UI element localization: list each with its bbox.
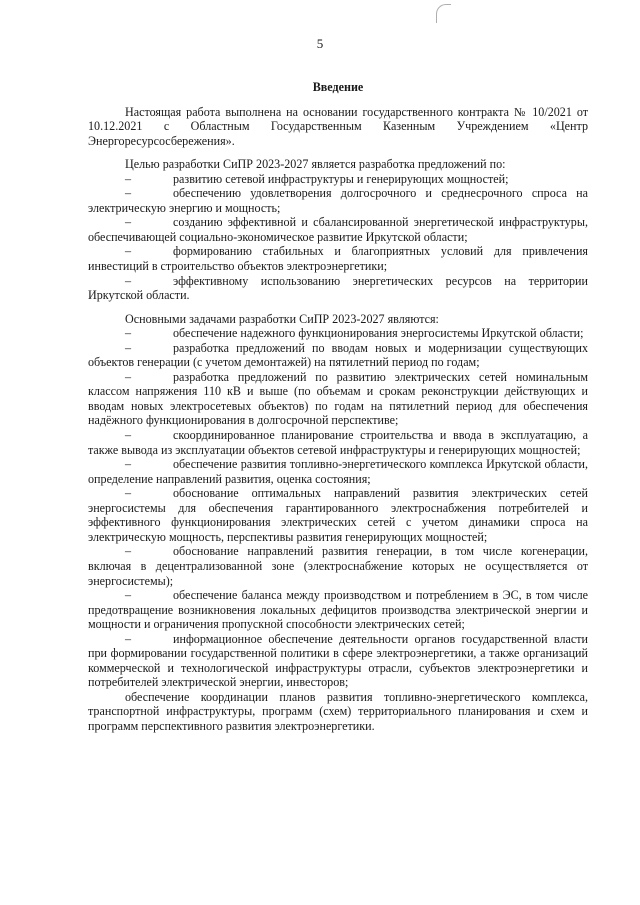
dash-marker: – [125, 171, 132, 186]
list-item: – развитию сетевой инфраструктуры и генерирующих мощностей; [88, 172, 588, 187]
goals-list [88, 172, 588, 303]
dash-marker: – [125, 244, 132, 259]
goals-lead: Целью разработки СиПР 2023-2027 является разработка предложений по: [125, 157, 506, 172]
list-item: – обеспечение надежного функционирования энергосистемы Иркутской области; [88, 326, 588, 341]
list-item: – обоснование направлений развития генерации, в том числе когенерации, включая в децентрализованной зоне (электроснабжение которых не осуществляется от энергосистемы); [88, 544, 588, 588]
list-item: – эффективному использованию энергетических ресурсов на территории Иркутской области. [88, 273, 588, 303]
dash-marker: – [125, 486, 132, 501]
dash-marker: – [125, 631, 132, 646]
page-number: 5 [316, 36, 324, 51]
dash-marker: – [125, 369, 132, 384]
dash-marker: – [125, 273, 132, 288]
scan-mark [436, 4, 451, 23]
dash-marker: – [125, 428, 132, 443]
list-item: – созданию эффективной и сбалансированной энергетической инфраструктуры, обеспечивающей социально-экономическое развитие Иркутской области; [88, 215, 588, 244]
list-item: – информационное обеспечение деятельности органов государственной власти при формировании государственной политики в сфере электроэнергетики, а также организаций коммерческой и технологической инфраструктуры отрасли, субъектов электроэнергетики и потребителей электрической энергии, инвесторов; [88, 631, 588, 690]
dash-marker: – [125, 326, 132, 341]
list-item: – обеспечению удовлетворения долгосрочного и среднесрочного спроса на электрическую энергию и мощность; [88, 186, 588, 215]
intro-paragraph: Настоящая работа выполнена на основании государственного контракта № 10/2021 от 10.12.2021 с Областным Государственным Казенным Учреждением «Центр Энергоресурсосбережения». [88, 104, 588, 148]
list-item: – формированию стабильных и благоприятных условий для привлечения инвестиций в строительство объектов электроэнергетики; [88, 244, 588, 274]
closing-paragraph: обеспечение координации планов развития топливно-энергетического комплекса, транспортной инфраструктуры, программ (схем) территориального планирования и схем и программ перспективного развития электроэнергетики. [88, 689, 588, 733]
dash-marker: – [125, 457, 132, 472]
tasks-list [88, 326, 588, 690]
dash-marker: – [125, 186, 132, 201]
list-item: – разработка предложений по развитию электрических сетей номинальным классом напряжения 110 кВ и выше (по объемам и срокам реконструкции действующих и вводам новых электросетевых объектов) по годам на пятилетний период для обеспечения надёжного функционирования в долгосрочной перспективе; [88, 369, 588, 428]
dash-marker: – [125, 215, 132, 230]
list-item: – разработка предложений по вводам новых и модернизации существующих объектов генерации (с учетом демонтажей) на пятилетний период по годам; [88, 340, 588, 370]
list-item: – обоснование оптимальных направлений развития электрических сетей энергосистемы для обеспечения гарантированного электроснабжения потребителей и эффективного функционирования электрических сетей с учетом динамики спроса на электрическую мощность, перспективы развития генерирующих мощностей; [88, 486, 588, 544]
dash-marker: – [125, 588, 132, 603]
dash-marker: – [125, 340, 132, 355]
list-item: – обеспечение баланса между производством и потреблением в ЭС, в том числе предотвращение возникновения локальных дефицитов производства электрической энергии и мощности и ограничения пропускной способности электрических сетей; [88, 588, 588, 632]
section-heading: Введение [312, 80, 364, 94]
dash-marker: – [125, 544, 132, 559]
tasks-lead: Основными задачами разработки СиПР 2023-2027 являются: [125, 311, 439, 326]
list-item: – обеспечение развития топливно-энергетического комплекса Иркутской области, определение направлений развития, оценка состояния; [88, 457, 588, 486]
list-item: – скоординированное планирование строительства и ввода в эксплуатацию, а также вывода из эксплуатации объектов сетевой инфраструктуры и генерирующих мощностей; [88, 428, 588, 457]
document-body [88, 80, 588, 734]
